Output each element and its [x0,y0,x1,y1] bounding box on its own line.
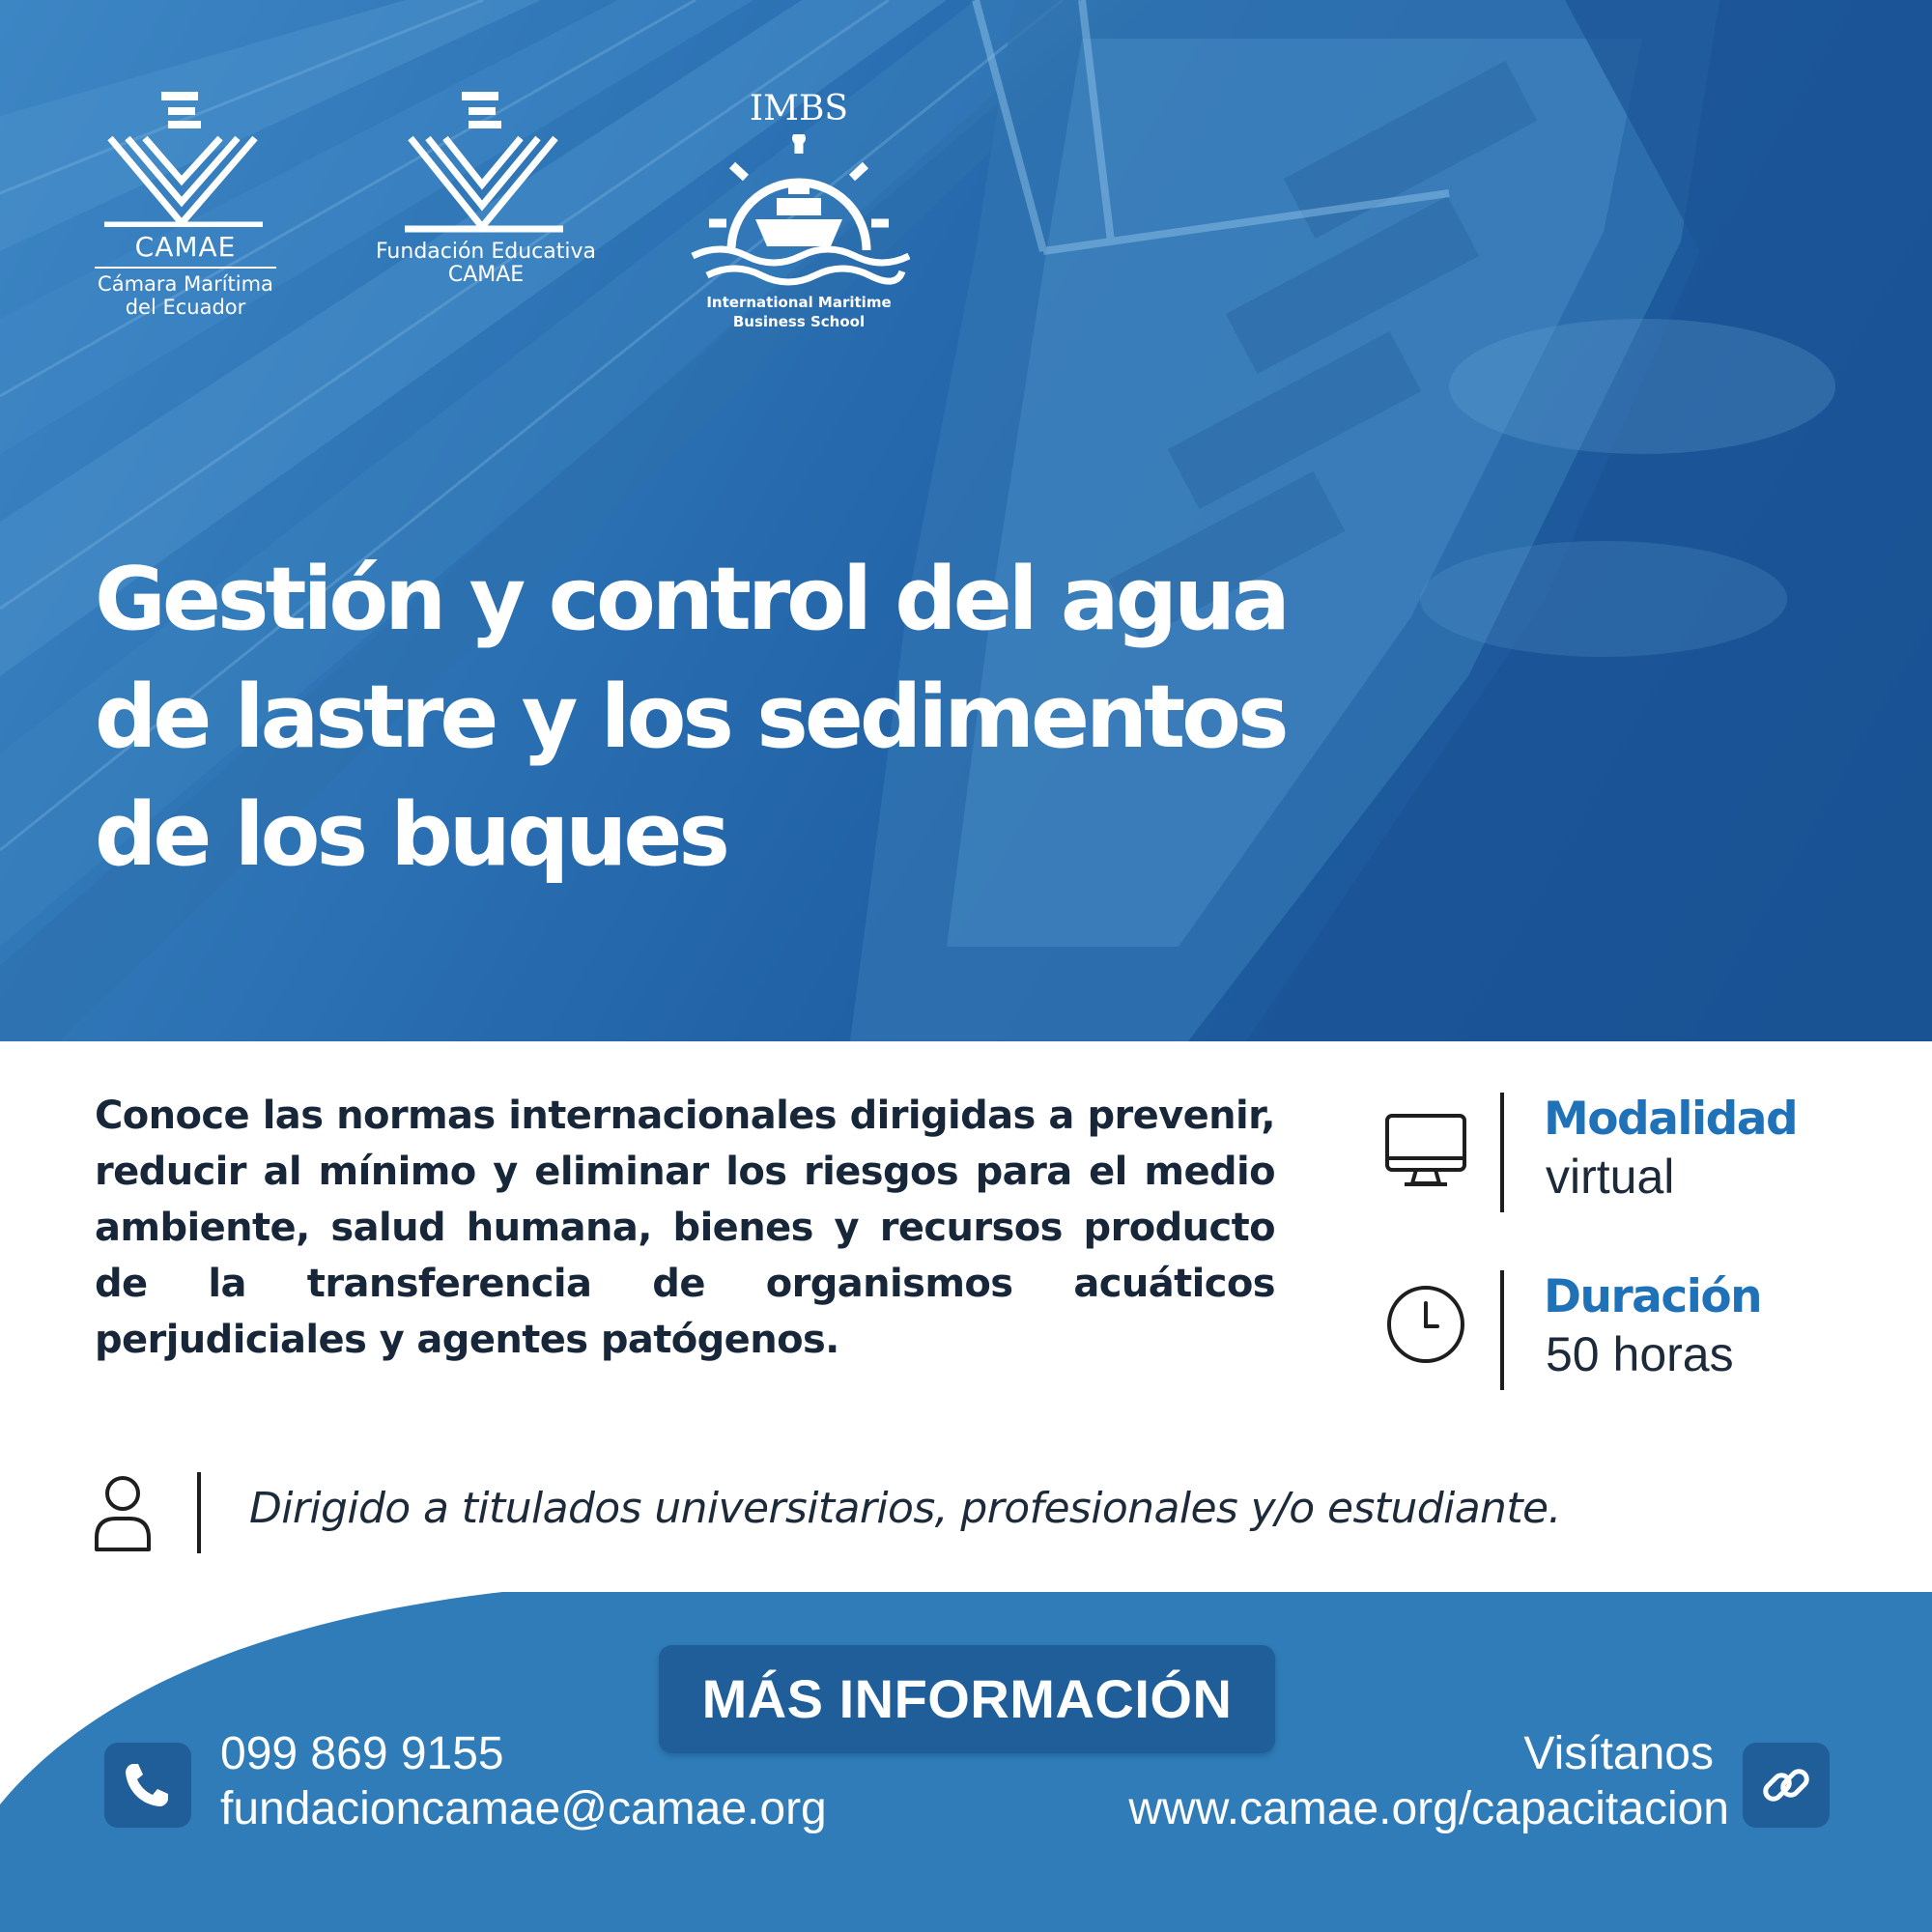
fundacion-logo [365,92,607,287]
modalidad-divider [1500,1093,1504,1212]
phone-button[interactable] [104,1743,191,1828]
audience-divider [197,1472,201,1553]
fundacion-name-1: Fundación Educativa [375,240,596,264]
more-info-button[interactable]: MÁS INFORMACIÓN [659,1645,1275,1753]
modalidad-detail [1383,1093,1905,1212]
fundacion-emblem-icon [365,92,607,237]
camae-name: CAMAE [134,231,237,263]
imbs-name: IMBS [749,89,849,128]
camae-subtitle-1: Cámara Marítima [98,272,273,296]
camae-rule [95,267,276,269]
imbs-logo [688,89,910,331]
clock-icon [1383,1270,1468,1390]
website-link[interactable]: www.camae.org/capacitacion [1128,1783,1729,1834]
ship-wheel-icon [688,134,910,289]
duracion-value: 50 horas [1546,1327,1734,1381]
user-icon [93,1472,153,1553]
camae-subtitle-2: del Ecuador [125,296,246,319]
audience-row [93,1472,1909,1553]
audience-text: Dirigido a titulados universitarios, profesionales y/o estudiante. [249,1484,1561,1533]
visit-label: Visítanos [1523,1728,1714,1779]
course-description: Conoce las normas internacionales dirigidas a prevenir, reducir al mínimo y eliminar los riesgos para el medio ambiente, salud humana, bienes y recursos producto de la transferencia de organismos acuáticos perjudiciales y agentes patógenos. [95,1094,1275,1362]
course-title-line: de lastre y los sedimentos [95,667,1286,768]
phone-number[interactable]: 099 869 9155 [220,1728,504,1779]
monitor-icon [1383,1093,1468,1212]
camae-logo [89,92,282,319]
fundacion-name-2: CAMAE [447,263,525,287]
course-title [95,541,1891,895]
duracion-label: Duración [1544,1270,1762,1323]
imbs-subtitle-1: International Maritime [706,294,892,311]
imbs-subtitle-2: Business School [732,313,866,330]
modalidad-label: Modalidad [1544,1093,1798,1146]
camae-emblem-icon [89,92,282,227]
email-link[interactable]: fundacioncamae@camae.org [220,1783,827,1834]
course-title-line: de los buques [95,784,726,886]
course-title-line: Gestión y control del agua [95,549,1287,650]
duracion-divider [1500,1270,1504,1390]
modalidad-value: virtual [1546,1150,1675,1204]
link-button[interactable] [1743,1743,1830,1828]
link-icon [1743,1743,1830,1828]
phone-icon [104,1743,191,1828]
duracion-detail [1383,1270,1905,1390]
contact-footer [0,1592,1932,1932]
